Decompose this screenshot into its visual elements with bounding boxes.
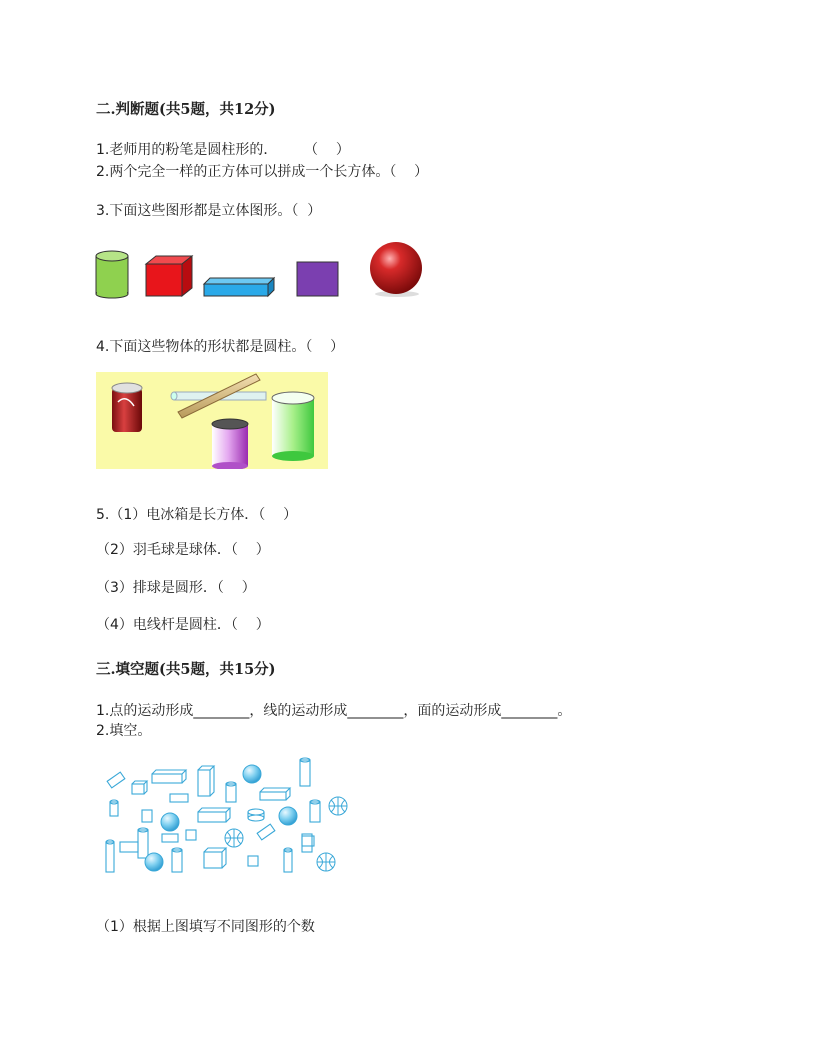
fill-question-2: 2.填空。 <box>96 723 152 739</box>
cuboid-tilted <box>257 824 275 840</box>
cylinder-shape <box>96 251 128 298</box>
cylinder-right-2 <box>302 834 312 852</box>
ball-1 <box>243 765 261 783</box>
cuboid-shape <box>204 278 274 296</box>
cuboid-medium <box>198 812 226 822</box>
cuboid-left <box>120 842 138 852</box>
cylinder-left-tall <box>106 842 114 872</box>
cylinder-bottom <box>172 850 182 872</box>
question-5-4: （4）电线杆是圆柱．（ ） <box>96 617 270 633</box>
shapes-figure <box>92 238 432 300</box>
ball-4 <box>145 853 163 871</box>
section-heading-judgment: 二.判断题(共5题，共12分) <box>96 101 276 118</box>
question-2: 2.两个完全一样的正方体可以拼成一个长方体。（ ） <box>96 164 429 180</box>
ball-3 <box>279 807 297 825</box>
cuboid-flat <box>260 792 286 800</box>
cuboid-center <box>162 834 178 842</box>
cube-edges <box>132 781 147 794</box>
cube-center <box>186 830 196 840</box>
cube-shape <box>146 256 192 296</box>
square-shape <box>297 262 338 296</box>
section-heading-fill-in: 三.填空题(共5题，共15分) <box>96 661 276 678</box>
purple-cylinder <box>212 419 248 469</box>
cylinder-bottom-right <box>284 850 292 872</box>
cuboid-mini <box>142 810 152 822</box>
ball-2 <box>161 813 179 831</box>
disc-cylinder <box>248 809 264 815</box>
question-5-2: （2）羽毛球是球体．（ ） <box>96 542 270 558</box>
cuboid-tall <box>198 770 210 796</box>
cylinder-small <box>226 784 236 802</box>
cuboid-mini-2 <box>170 794 188 802</box>
cube-small <box>132 784 144 794</box>
question-1: 1.老师用的粉笔是圆柱形的． （ ） <box>96 142 350 158</box>
cylinder-objects-photo <box>96 372 328 469</box>
question-3: 3.下面这些图形都是立体图形。（ ） <box>96 203 322 219</box>
cylinder-mid <box>138 830 148 858</box>
green-cylinder <box>272 392 314 461</box>
fill-question-1: 1.点的运动形成________，线的运动形成________，面的运动形成________。 <box>96 703 572 719</box>
question-4: 4.下面这些物体的形状都是圆柱。（ ） <box>96 339 345 355</box>
cylinder-tall <box>300 760 310 786</box>
cuboid-small <box>107 772 125 788</box>
solid-shapes-figure <box>98 756 354 878</box>
cuboid-long <box>152 774 182 783</box>
question-5-3: （3）排球是圆形．（ ） <box>96 580 256 596</box>
fill-question-2-sub-1: （1）根据上图填写不同图形的个数 <box>96 919 315 935</box>
cylinder-right <box>310 802 320 822</box>
soda-can <box>112 383 142 432</box>
sphere-shape <box>370 242 422 294</box>
cube-bottom-small <box>248 856 258 866</box>
cube-bottom <box>204 852 222 868</box>
question-5-1: 5.（1）电冰箱是长方体．（ ） <box>96 507 298 523</box>
